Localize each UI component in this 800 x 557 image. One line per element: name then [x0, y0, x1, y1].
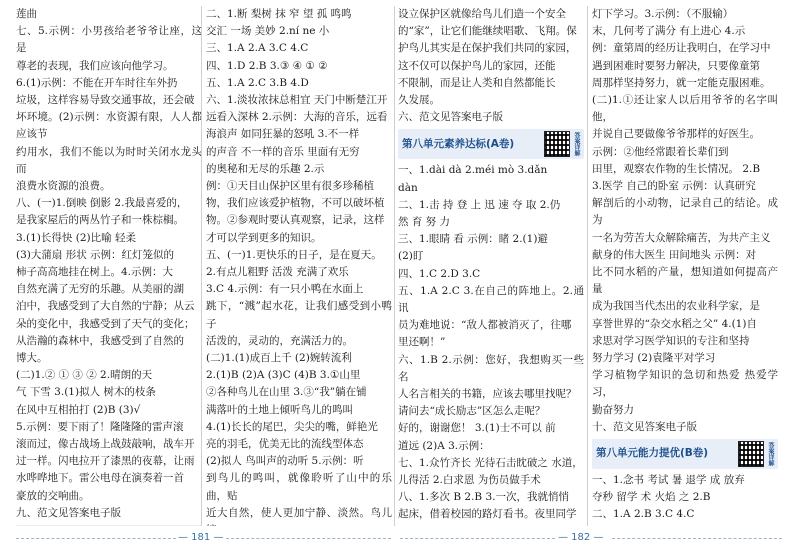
text-line: 3.医学 自己的卧室 示例：认真研究 — [592, 180, 756, 193]
text-line: 朵的变化中，我感受到了天气的变化； — [16, 317, 195, 330]
text-line: 里还啊！” — [398, 336, 446, 349]
text-line: 起床，借着校园的路灯看书。夜里同学 — [398, 508, 577, 521]
text-line: 的声音 不一样的音乐 里面有无穷 — [206, 145, 360, 158]
text-line: 不限制，而是让人类和自然都能长 — [398, 76, 556, 89]
text-line: 柿子高高地挂在树上。4.示例：大 — [16, 266, 174, 279]
text-line: 六、1.B 2.示例：您好，我想购买一些名 — [398, 353, 584, 383]
text-line: 享誉世界的“杂交水稻之父” 4.(1)自 — [592, 317, 757, 330]
text-line: 设立保护区就像给鸟儿们造一个安全 — [398, 8, 566, 20]
qr-label: 答案详解 — [573, 132, 580, 157]
text-line — [398, 524, 584, 526]
qr-code-block — [738, 441, 774, 467]
text-line: 是我家屋后的两丛竹子和一株棕榈。 — [16, 214, 184, 227]
qr-code-icon — [738, 441, 764, 467]
answer-column-4 — [592, 6, 778, 526]
text-line: 二、1.断 梨树 抹 窄 望 孤 鸣鸣 — [206, 8, 352, 20]
text-line: 四、1.C 2.D 3.C — [398, 267, 481, 280]
page-number-right: — 182 — — [558, 532, 604, 543]
text-line: 博大。 — [16, 352, 48, 365]
text-line: 活泼的，灵动的，充满活力的。 — [206, 334, 353, 347]
text-line: 员为难地说：“敌人都被消灭了，往哪 — [398, 319, 572, 332]
footer-rule — [400, 538, 555, 539]
text-line: 求思对学习医学知识的专注和坚持 — [592, 334, 750, 347]
page-number-left: — 181 — — [178, 532, 224, 543]
text-line: 久发展。 — [398, 94, 440, 107]
text-line: 学习植物学知识的急切和热爱 热爱学习， — [592, 369, 778, 399]
text-line: 道远 (2)A 3.示例： — [398, 439, 490, 452]
text-line: ②各种鸟儿在山里 3.③“我”躺在铺 — [206, 386, 367, 399]
text-line: 请问去“成长励志”区怎么走呢？ — [398, 405, 546, 418]
text-line: 远看入深林 2.示例：大海的音乐，远看 — [206, 111, 388, 124]
text-line: 从浩瀚的森林中，我感受到了自然的 — [16, 334, 184, 347]
text-line: 解剖后的小动物，记录自己的结论。成为 — [592, 197, 778, 227]
text-line: 护鸟儿其实是在保护我们共同的家园， — [398, 42, 577, 55]
text-line: 这不仅可以保护鸟儿的家园，还能 — [398, 59, 556, 72]
text-line: 滚而过，像古战场上战鼓敲响，战车开 — [16, 438, 195, 451]
text-line: 十、范文见答案电子版 — [592, 420, 697, 433]
text-line: 交汇 一场 美妙 2.ní ne 小 — [206, 25, 330, 38]
text-line — [592, 524, 778, 526]
text-line: 田里，观察农作物的生长情况。 2.B — [592, 162, 761, 175]
text-line: 七、5.示例：小男孩给老爷爷让座，这是 — [16, 25, 202, 55]
text-line: 在风中互相拍打 (2)B (3)√ — [16, 403, 141, 416]
answer-column-2 — [206, 6, 392, 526]
qr-label: 答案详解 — [767, 442, 774, 467]
text-line: (二)1.①还让家人以后用爷爷的名字叫他， — [592, 94, 778, 124]
text-line: 例：①天目山保护区里有很多珍稀植 — [206, 180, 374, 193]
text-line: 比不同水稻的产量，想知道如何提高产量 — [592, 266, 778, 296]
text-line: 亮的羽毛，优美无比的流线型体态 — [206, 438, 364, 451]
text-line: 浪费水资源的浪费。 — [16, 180, 111, 193]
text-line: (3)大蒲扇 形状 示例：红灯笼似的 — [16, 248, 175, 261]
unit-heading-title: 第八单元素养达标(A卷) — [402, 137, 515, 150]
text-line: 例：童第周的经历让我明白，在学习中 — [592, 42, 771, 55]
text-line: 约用水，我们不能以为时时关闭水龙头而 — [16, 145, 202, 175]
text-line: 6.(1)示例：不能在开车时往车外扔 — [16, 76, 178, 89]
text-line: 三、1.A 2.A 3.C 4.C — [206, 42, 309, 55]
footer-rule — [226, 538, 391, 539]
footer-rule — [612, 538, 782, 539]
text-line: 过一样。闪电拉开了漆黑的夜幕，让雨 — [16, 455, 195, 468]
text-line: 尊老的表现，我们应该向他学习。 — [16, 59, 174, 72]
text-line: 八、(一)1.倒映 倒影 2.我最喜爱的， — [16, 197, 188, 210]
column-divider — [201, 6, 202, 526]
text-line: 六、1.淡妆浓抹总相宜 天门中断楚江开 — [206, 94, 388, 107]
text-line: 2.(1)B (2)A (3)C (4)B 3.①山里 — [206, 369, 361, 382]
column-1-lines — [16, 6, 202, 522]
text-line: 五、1.A 2.C 3.在自己的阵地上。2.通讯 — [398, 284, 584, 315]
text-line: 3.(1)长得快 (2)比喻 轻柔 — [16, 231, 136, 244]
text-line: 2.有点儿粗野 活泼 充满了欢乐 — [206, 266, 349, 279]
text-line: 泊中，我感受到了大自然的宁静；从云 — [16, 300, 195, 313]
unit-heading — [398, 129, 584, 159]
text-line: 八、1.多次 B 2.B 3.一次，我就悄悄 — [398, 491, 569, 504]
text-line: 5.示例：要下雨了！隆隆隆的雷声滚 — [16, 420, 184, 433]
answer-column-3 — [398, 6, 584, 526]
text-line: 物。②参观时要认真观察，记录，这样 — [206, 214, 385, 227]
text-line: 夺秒 留学 术 火焰 之 2.B — [592, 491, 711, 504]
text-line: 的“家”，让它们能继续唱歌、飞翔。保 — [398, 25, 577, 38]
text-line: 一、1.dài dà 2.méi mò 3.dǎn — [398, 164, 548, 177]
text-line: 才可以学到更多的知识。 — [206, 231, 322, 244]
text-line: 七、1.众竹齐长 光待石击眈破之 水道， — [398, 456, 583, 469]
text-line: 二、1.A 2.B 3.C 4.C — [592, 508, 695, 521]
text-line: 莲曲 — [16, 8, 37, 20]
text-line: 成为我国当代杰出的农业科学家，是 — [592, 300, 760, 313]
text-line: 九、范文见答案电子版 — [16, 506, 121, 519]
text-line: 海浪声 如同狂暴的怒吼 3.不一样 — [206, 128, 360, 141]
column-divider — [394, 6, 395, 526]
text-line: 到鸟儿的鸣叫，就像聆听了山中的乐曲，贴 — [206, 472, 392, 502]
text-line: (二)1.② ① ③ ② 2.晴朗的天 — [16, 369, 153, 382]
text-line: 满落叶的土地上倾听鸟儿的鸣叫 — [206, 403, 353, 416]
text-line: 灯下学习。3.示例：（不服输） — [592, 8, 734, 20]
text-line: 并说自己要做像爷爷那样的好医生。 — [592, 128, 760, 141]
text-line: 气 下雪 3.(1)拟人 树木的枝条 — [16, 386, 156, 399]
text-line: (二)1.(1)成百上千 (2)婉转流利 — [206, 352, 352, 365]
text-line: 一、1.念书 考试 暑 退学 成 放弃 — [592, 474, 745, 487]
text-line: 人名言相关的书籍，应该去哪里找呢？ — [398, 388, 577, 401]
text-line: 四、1.D 2.B 3.③ ④ ① ② — [206, 59, 328, 72]
text-line: 4.(1)长长的尾巴，尖尖的嘴，鲜艳光 — [206, 420, 378, 433]
text-line: 儿得活 2.白求恩 为伤员做手术 — [398, 474, 541, 487]
unit-heading — [16, 525, 202, 526]
text-line: 自然充满了无穷的乐趣。从美丽的湖 — [16, 283, 184, 296]
text-line: dàn — [398, 181, 418, 194]
text-line: (2)拟人 鸟叫声的动听 5.示例：听 — [206, 455, 364, 468]
text-line: 物，我们应该爱护植物，不可以破坏植 — [206, 197, 385, 210]
qr-code-icon — [544, 131, 570, 157]
text-line: 然 育 努 力 — [398, 216, 451, 229]
text-line: 示例：②他经常跟着长辈们到 — [592, 145, 729, 158]
text-line: 努力学习 (2)袁隆平对学习 — [592, 352, 716, 365]
text-line: 近大自然，使人更加宁静、淡然。鸟儿 — [206, 506, 392, 519]
text-line: 的奥秘和无尽的乐趣 2.示 — [206, 162, 325, 175]
column-divider — [587, 6, 588, 526]
footer-rule — [16, 538, 176, 539]
unit-heading-title: 第八单元能力提优(B卷) — [596, 447, 709, 460]
unit-heading — [592, 439, 778, 469]
text-line: 三、1.眼睛 看 示例：睹 2.(1)避 — [398, 233, 548, 246]
answer-column-1 — [16, 6, 202, 526]
text-line: 坏环境。(2)示例：水资源有限，人人都应该节 — [16, 111, 202, 141]
text-line: 勤奋努力 — [592, 403, 634, 416]
text-line: 献身的伟大医生 田间地头 示例：对 — [592, 248, 757, 261]
text-line: 遇到困难时要努力解决，只要像童第 — [592, 59, 760, 72]
text-line: (2)盯 — [398, 250, 424, 263]
text-line: 一名为劳苦大众解除痛苦，为共产主义 — [592, 231, 771, 244]
text-line: 水哗哗地下。雷公电母在演奏着一首 — [16, 472, 184, 485]
text-line: 豪放的交响曲。 — [16, 489, 90, 502]
text-line: 3.C 4.示例：有一只小鸭在水面上 — [206, 283, 364, 296]
text-line: 六、范文见答案电子版 — [398, 111, 503, 124]
text-line: 跳下，“溅”起水花，让我们感受到小鸭子 — [206, 300, 392, 330]
text-line: 末，几何考了满分 有上进心 4.示 — [592, 25, 746, 38]
text-line: 五、(一)1.更快乐的日子，是在夏天。 — [206, 248, 382, 261]
qr-code-block — [544, 131, 580, 157]
text-line: 好的，谢谢您！ 3.(1)士不可以 前 — [398, 422, 556, 435]
text-line: 五、1.A 2.C 3.B 4.D — [206, 76, 309, 89]
text-line: 垃圾，这样容易导致交通事故，还会破 — [16, 94, 195, 107]
text-line: 周那样坚持努力，就一定能克服困难。 — [592, 76, 771, 89]
text-line: 二、1.击 持 登 上 迅 速 夺 取 2.仍 — [398, 198, 561, 211]
